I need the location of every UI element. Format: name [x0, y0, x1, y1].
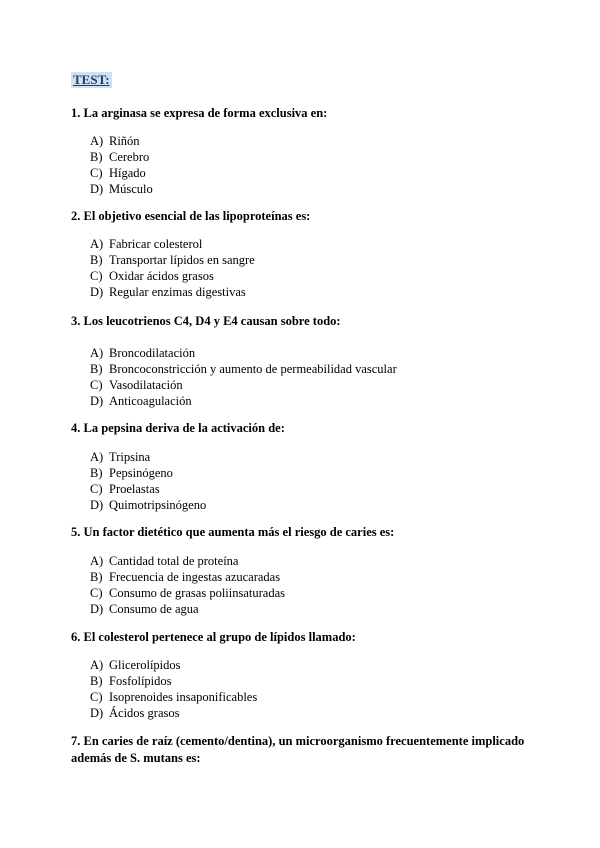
question-7: 7. En caries de raíz (cemento/dentina), un microorganismo frecuentemente implicado además de S. mutans es: — [71, 734, 525, 765]
option-6c: C) Isoprenoides insaponificables — [90, 690, 258, 704]
option-1b: B) Cerebro — [90, 150, 150, 164]
question-4: 4. La pepsina deriva de la activación de: — [71, 421, 285, 435]
question-2-options — [90, 236, 255, 300]
option-2d: D) Regular enzimas digestivas — [90, 285, 246, 299]
option-6b: B) Fosfolípidos — [90, 674, 172, 688]
option-1c: C) Hígado — [90, 166, 146, 180]
option-3a: A) Broncodilatación — [90, 346, 196, 360]
option-1a: A) Riñón — [90, 134, 140, 148]
question-6-options — [90, 657, 257, 721]
option-3d: D) Anticoagulación — [90, 394, 192, 408]
question-3: 3. Los leucotrienos C4, D4 y E4 causan sobre todo: — [71, 314, 341, 328]
option-5c: C) Consumo de grasas poliinsaturadas — [90, 586, 286, 600]
option-4d: D) Quimotripsinógeno — [90, 498, 207, 512]
test-title: TEST: — [73, 72, 110, 87]
option-2b: B) Transportar lípidos en sangre — [90, 253, 255, 267]
question-5: 5. Un factor dietético que aumenta más el riesgo de caries es: — [71, 525, 395, 539]
option-3c: C) Vasodilatación — [90, 378, 183, 392]
option-4c: C) Proelastas — [90, 482, 160, 496]
question-1: 1. La arginasa se expresa de forma exclusiva en: — [71, 106, 328, 120]
option-1d: D) Músculo — [90, 182, 153, 196]
question-4-options — [90, 449, 206, 513]
option-2a: A) Fabricar colesterol — [90, 237, 203, 251]
option-5d: D) Consumo de agua — [90, 602, 199, 616]
option-6d: D) Ácidos grasos — [90, 706, 180, 720]
question-6: 6. El colesterol pertenece al grupo de lípidos llamado: — [71, 630, 356, 644]
question-3-options — [90, 345, 397, 409]
option-4b: B) Pepsinógeno — [90, 466, 173, 480]
question-2: 2. El objetivo esencial de las lipoproteínas es: — [71, 209, 311, 223]
option-4a: A) Tripsina — [90, 450, 151, 464]
option-2c: C) Oxidar ácidos grasos — [90, 269, 214, 283]
option-5a: A) Cantidad total de proteína — [90, 554, 239, 568]
question-1-options — [90, 133, 153, 197]
option-5b: B) Frecuencia de ingestas azucaradas — [90, 570, 281, 584]
question-5-options — [90, 553, 285, 617]
option-3b: B) Broncoconstricción y aumento de permeabilidad vascular — [90, 362, 397, 376]
option-6a: A) Glicerolípidos — [90, 658, 181, 672]
